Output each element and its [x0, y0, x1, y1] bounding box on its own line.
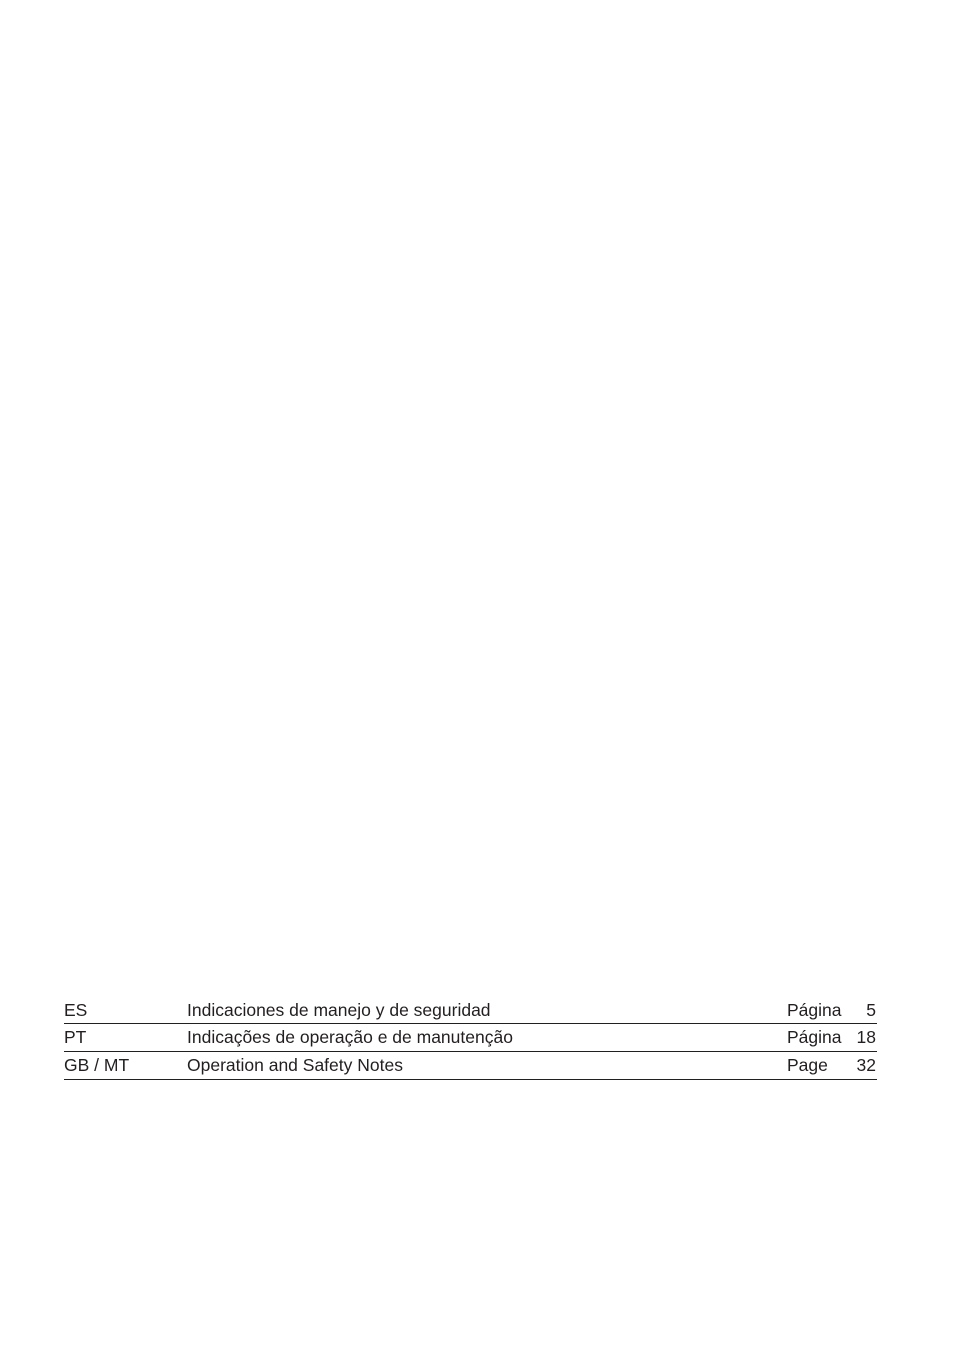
page-label: Page [787, 1055, 828, 1075]
language-code: PT [64, 1027, 87, 1047]
language-code: ES [64, 1000, 88, 1020]
page-number: 5 [866, 1000, 876, 1020]
section-title: Indicações de operação e de manutenção [187, 1027, 513, 1047]
toc-row-pt[interactable] [64, 1024, 877, 1052]
toc-row-gb-mt[interactable] [64, 1052, 877, 1080]
page-number: 18 [856, 1027, 876, 1047]
section-title: Operation and Safety Notes [187, 1055, 403, 1075]
table-of-contents [64, 997, 877, 1080]
page-label: Página [787, 1027, 842, 1047]
toc-row-es[interactable] [64, 997, 877, 1024]
page-number: 32 [856, 1055, 876, 1075]
page-label: Página [787, 1000, 842, 1020]
language-code: GB / MT [64, 1055, 130, 1075]
section-title: Indicaciones de manejo y de seguridad [187, 1000, 491, 1020]
